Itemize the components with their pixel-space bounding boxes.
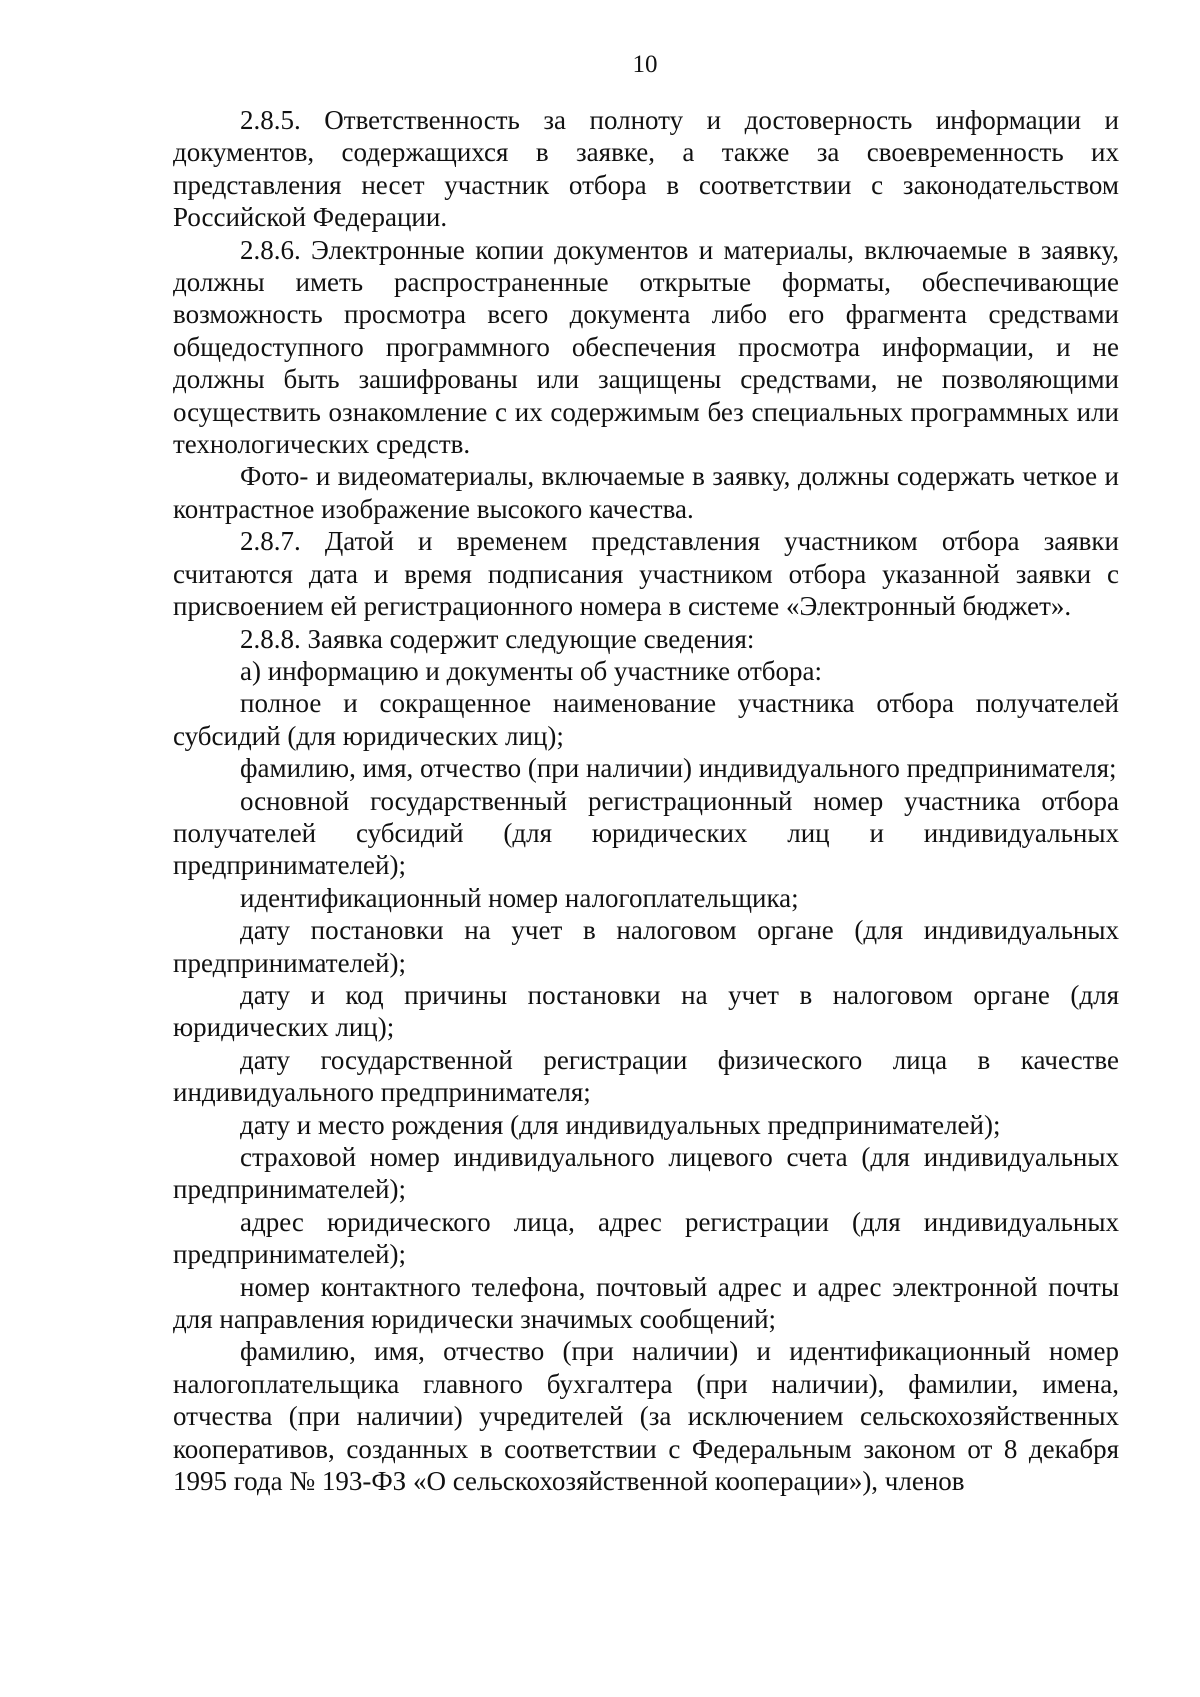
paragraph-item-a: а) информацию и документы об участнике отбора: — [240, 655, 823, 686]
list-item-fio: фамилию, имя, отчество (при наличии) индивидуального предпринимателя; — [240, 753, 1117, 784]
paragraph-2-8-7: 2.8.7. Датой и временем представления участником отбора заявки считаются дата и время подписания участником отбора указанной заявки с присвоением ей регистрационного номера в системе «Электронный бюджет». — [173, 526, 1119, 622]
list-item-address: адрес юридического лица, адрес регистрации (для индивидуальных предпринимателей); — [173, 1206, 1119, 1270]
list-item-name: полное и сокращенное наименование участника отбора получателей субсидий (для юридических лиц); — [173, 688, 1119, 751]
document-body — [173, 104, 1119, 1497]
list-item-ogrn: основной государственный регистрационный номер участника отбора получателей субсидий (для юридических лиц и индивидуальных предпринимателей); — [173, 785, 1119, 881]
list-item-accountant-founders: фамилию, имя, отчество (при наличии) и идентификационный номер налогоплательщика главного бухгалтера (при наличии), фамилии, имена, отчества (при наличии) учредителей (за исключением сельскохозяйственных кооперативов, созданных в соответствии с Федеральным законом от 8 декабря 1995 года № 193-ФЗ «О сельскохозяйственной кооперации»), членов — [173, 1336, 1119, 1497]
list-item-state-registration-date: дату государственной регистрации физического лица в качестве индивидуального предпринимателя; — [173, 1044, 1119, 1108]
paragraph-photo-video: Фото- и видеоматериалы, включаемые в заявку, должны содержать четкое и контрастное изображение высокого качества. — [173, 461, 1119, 524]
list-item-birth: дату и место рождения (для индивидуальных предпринимателей); — [240, 1109, 1001, 1140]
paragraph-2-8-5: 2.8.5. Ответственность за полноту и достоверность информации и документов, содержащихся в заявке, а также за своевременность их представления несет участник отбора в соответствии с законодательством Российской Федерации. — [173, 105, 1119, 233]
list-item-tax-registration-date: дату постановки на учет в налоговом органе (для индивидуальных предпринимателей); — [173, 915, 1119, 978]
list-item-contacts: номер контактного телефона, почтовый адрес и адрес электронной почты для направления юридически значимых сообщений; — [173, 1271, 1119, 1335]
list-item-kpp: дату и код причины постановки на учет в налоговом органе (для юридических лиц); — [173, 979, 1119, 1043]
page-number: 10 — [632, 51, 658, 78]
paragraph-2-8-6: 2.8.6. Электронные копии документов и материалы, включаемые в заявку, должны иметь распространенные открытые форматы, обеспечивающие возможность просмотра всего документа либо его фрагмента средствами общедоступного программного обеспечения просмотра информации, и не должны быть зашифрованы или защищены средствами, не позволяющими осуществить ознакомление с их содержимым без специальных программных или технологических средств. — [173, 234, 1119, 460]
list-item-snils: страховой номер индивидуального лицевого счета (для индивидуальных предпринимателей); — [173, 1142, 1119, 1205]
list-item-inn: идентификационный номер налогоплательщика; — [240, 882, 799, 913]
paragraph-2-8-8: 2.8.8. Заявка содержит следующие сведения: — [240, 623, 755, 654]
